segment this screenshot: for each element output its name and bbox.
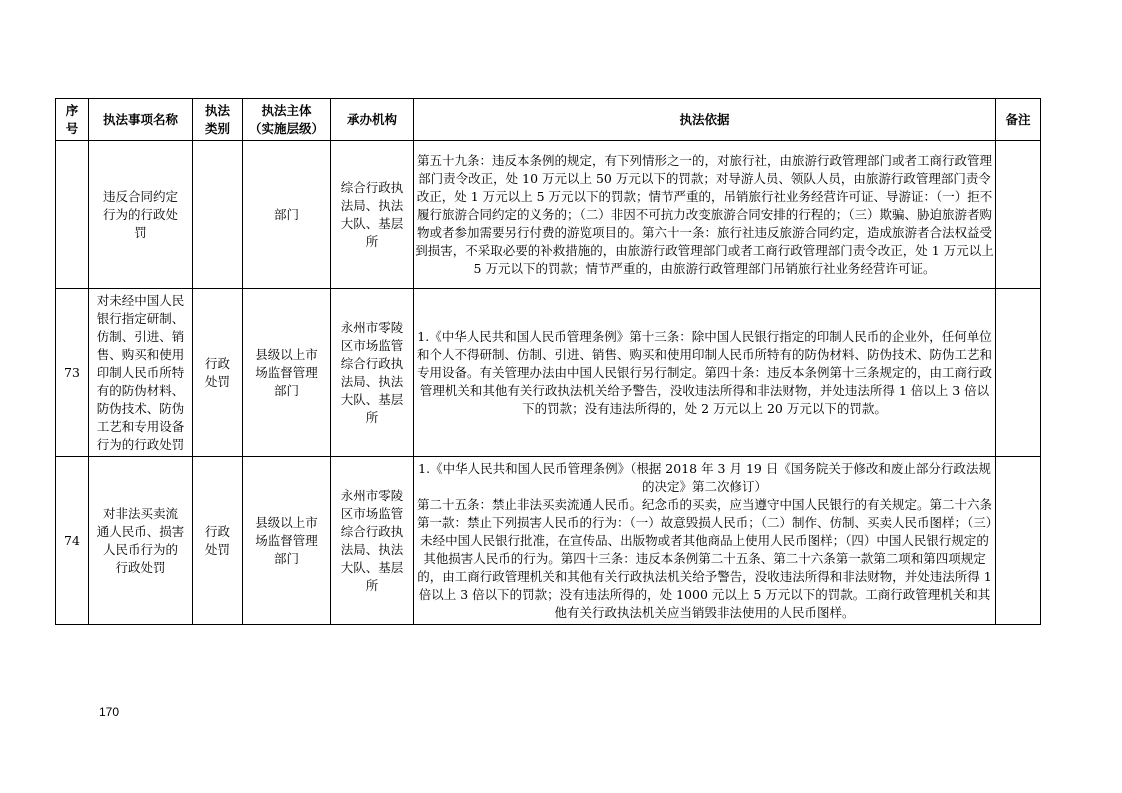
header-seq: 序 号	[56, 99, 89, 141]
cell-subject: 县级以上市 场监督管理 部门	[243, 289, 331, 457]
cell-remark	[996, 289, 1041, 457]
cell-agency: 永州市零陵 区市场监管 综合行政执 法局、执法 大队、基层 所	[331, 457, 414, 625]
cell-seq: 74	[56, 457, 89, 625]
cell-basis: 1.《中华人民共和国人民币管理条例》（根据 2018 年 3 月 19 日《国务院关于修改和废止部分行政法规的决定》第二次修订） 第二十五条：禁止非法买卖流通人民币。纪念币的买卖，应当遵守中国人民银行的有关规定。第二十六条第一款：禁止下列损害人民币的行为：（一）故意毁损人民币；（二）制作、仿制、买卖人民币图样；（三）未经中国人民银行批准，在宣传品、出版物或者其他商品上使用人民币图样；（四）中国人民银行规定的其他损害人民币的行为。第四十三条：违反本条例第二十五条、第二十六条第一款第二项和第四项规定的，由工商行政管理机关和其他有关行政执法机关给予警告，没收违法所得和非法财物，并处违法所得 1 倍以上 3 倍以下的罚款；没有违法所得的，处 1000 元以上 5 万元以下的罚款。工商行政管理机关和其他有关行政执法机关应当销毁非法使用的人民币图样。	[414, 457, 996, 625]
cell-basis: 第五十九条：违反本条例的规定，有下列情形之一的，对旅行社，由旅游行政管理部门或者工商行政管理部门责令改正，处 10 万元以上 50 万元以下的罚款；对导游人员、领队人员，由旅游行政管理部门责令改正，处 1 万元以上 5 万元以下的罚款；情节严重的，吊销旅行社业务经营许可证、导游证：（一）拒不履行旅游合同约定的义务的；（二）非因不可抗力改变旅游合同安排的行程的；（三）欺骗、胁迫旅游者购物或者参加需要另行付费的游览项目的。第六十一条：旅行社违反旅游合同约定，造成旅游者合法权益受到损害，不采取必要的补救措施的，由旅游行政管理部门或者工商行政管理部门责令改正，处 1 万元以上 5 万元以下的罚款；情节严重的，由旅游行政管理部门吊销旅行社业务经营许可证。	[414, 141, 996, 289]
cell-seq: 73	[56, 289, 89, 457]
header-agency: 承办机构	[331, 99, 414, 141]
cell-subject: 部门	[243, 141, 331, 289]
table-row	[56, 141, 1041, 289]
cell-category: 行政 处罚	[193, 457, 243, 625]
cell-subject: 县级以上市 场监督管理 部门	[243, 457, 331, 625]
cell-remark	[996, 141, 1041, 289]
header-remark: 备注	[996, 99, 1041, 141]
table-row	[56, 457, 1041, 625]
cell-name: 对非法买卖流 通人民币、损害 人民币行为的 行政处罚	[89, 457, 193, 625]
cell-remark	[996, 457, 1041, 625]
header-category: 执法 类别	[193, 99, 243, 141]
header-name: 执法事项名称	[89, 99, 193, 141]
enforcement-table	[55, 98, 1041, 625]
header-basis: 执法依据	[414, 99, 996, 141]
header-subject: 执法主体 （实施层级）	[243, 99, 331, 141]
cell-name: 违反合同约定 行为的行政处 罚	[89, 141, 193, 289]
cell-basis: 1.《中华人民共和国人民币管理条例》第十三条：除中国人民银行指定的印制人民币的企业外，任何单位和个人不得研制、仿制、引进、销售、购买和使用印制人民币所特有的防伪材料、防伪技术、防伪工艺和专用设备。有关管理办法由中国人民银行另行制定。第四十条：违反本条例第十三条规定的，由工商行政管理机关和其他有关行政执法机关给予警告，没收违法所得和非法财物，并处违法所得 1 倍以上 3 倍以下的罚款；没有违法所得的，处 2 万元以上 20 万元以下的罚款。	[414, 289, 996, 457]
header-row	[56, 99, 1041, 141]
page-number: 170	[99, 705, 120, 719]
cell-name: 对未经中国人民 银行指定研制、 仿制、引进、销 售、购买和使用 印制人民币所特 有的防伪材料、 防伪技术、防伪 工艺和专用设备 行为的行政处罚	[89, 289, 193, 457]
cell-category	[193, 141, 243, 289]
cell-category: 行政 处罚	[193, 289, 243, 457]
table-row	[56, 289, 1041, 457]
cell-agency: 永州市零陵 区市场监管 综合行政执 法局、执法 大队、基层 所	[331, 289, 414, 457]
cell-seq	[56, 141, 89, 289]
cell-agency: 综合行政执 法局、执法 大队、基层 所	[331, 141, 414, 289]
